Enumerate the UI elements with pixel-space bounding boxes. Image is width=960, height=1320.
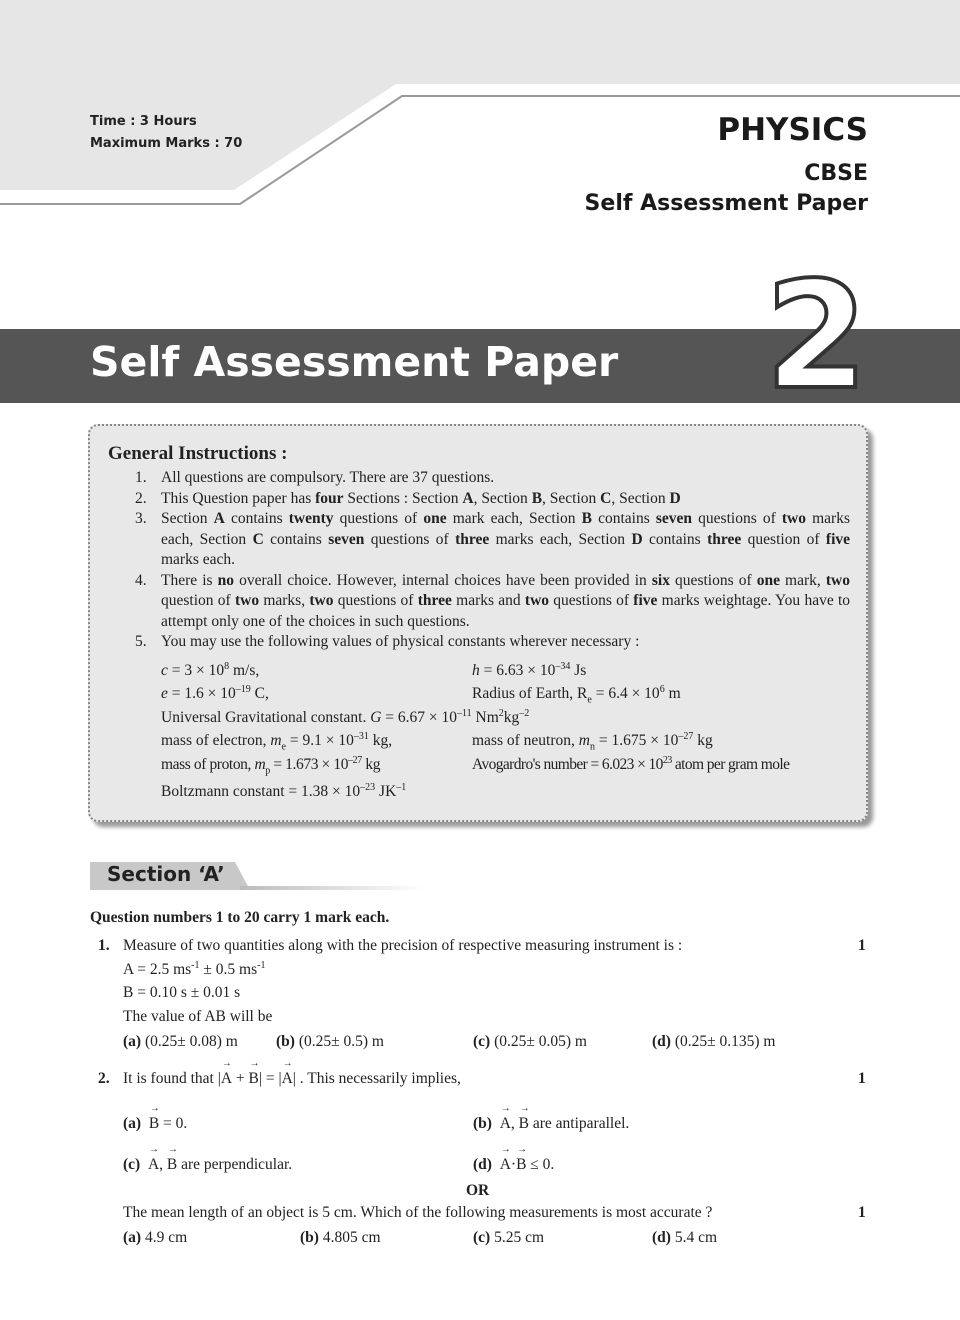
q1-option-b[interactable] xyxy=(276,1033,384,1051)
text-segment: three xyxy=(417,592,452,609)
text-segment: m xyxy=(578,732,590,750)
option-text: (0.25± 0.05) m xyxy=(494,1033,587,1050)
q1-marks: 1 xyxy=(858,937,866,954)
q2-alt-text: The mean length of an object is 5 cm. Which of the following measurements is most accurate ? xyxy=(123,1204,713,1221)
vector-a: → A xyxy=(500,1115,511,1133)
text-segment: contains xyxy=(263,530,329,548)
or-separator: OR xyxy=(466,1182,490,1199)
text-segment: , Section xyxy=(611,489,670,507)
constant-avogadro xyxy=(472,755,789,774)
vector-a: → A xyxy=(282,1070,293,1088)
text-segment: kg, xyxy=(368,732,393,750)
text-segment: B xyxy=(531,489,543,507)
text-segment: questions of xyxy=(364,530,456,548)
constant-g xyxy=(161,708,529,727)
constant-neutron-mass xyxy=(472,731,713,752)
text-segment: kg xyxy=(361,756,381,774)
q2-option-c[interactable] xyxy=(123,1156,292,1174)
option-text: are perpendicular. xyxy=(177,1156,293,1173)
text-segment: = 6.67 × 10 xyxy=(381,709,458,727)
q1-line-a xyxy=(123,960,265,979)
text-segment: two xyxy=(825,571,850,589)
text-segment: contains xyxy=(642,530,708,548)
dot-operator: · xyxy=(510,1156,517,1173)
text-segment: There is xyxy=(161,571,218,589)
option-text: 5.4 cm xyxy=(674,1229,718,1246)
text-segment: ± 0.5 ms xyxy=(199,961,258,979)
q2-text-pre: It is found that | xyxy=(123,1070,221,1087)
text-segment: Avogardro's number = 6.023 × 10 xyxy=(472,756,663,774)
constant-boltzmann xyxy=(161,782,406,801)
instruction-number: 4. xyxy=(135,571,147,589)
text-segment: Universal Gravitational constant. xyxy=(161,709,371,727)
q2-option-a[interactable] xyxy=(123,1115,187,1133)
text-segment: Radius of Earth, R xyxy=(472,685,588,703)
section-underline xyxy=(240,886,425,890)
text-segment: D xyxy=(669,489,681,507)
comma: , xyxy=(159,1156,167,1173)
text-segment: = 1.675 × 10 xyxy=(594,732,679,750)
text-segment: C, xyxy=(250,685,269,703)
text-segment: –34 xyxy=(555,661,571,672)
plus-sign: + xyxy=(232,1070,249,1087)
q2-text xyxy=(123,1070,461,1088)
constant-h xyxy=(472,661,586,680)
text-segment: mass of neutron, xyxy=(472,732,579,750)
exam-time: Time : 3 Hours xyxy=(90,114,197,129)
paper-number: 2 xyxy=(765,250,868,422)
text-segment: questions of xyxy=(333,510,424,527)
instructions-list xyxy=(135,468,850,653)
text-segment: Sections : Section xyxy=(343,489,463,507)
text-segment: e xyxy=(281,741,286,753)
vector-b: → B xyxy=(519,1115,529,1133)
text-segment: mark, xyxy=(779,571,826,589)
q2-text-post: | . This necessarily implies, xyxy=(292,1070,461,1087)
text-segment: p xyxy=(265,765,270,777)
text-segment: 6 xyxy=(659,684,665,695)
text-segment: kg xyxy=(693,732,713,750)
vector-b: → B xyxy=(516,1156,526,1174)
instruction-number: 5. xyxy=(135,633,147,650)
subject-title: PHYSICS xyxy=(717,112,868,148)
text-segment: –1 xyxy=(396,782,407,793)
equals-sign: | = | xyxy=(258,1070,282,1087)
text-segment: -1 xyxy=(191,960,200,971)
option-key: (c) xyxy=(473,1033,491,1050)
text-segment: seven xyxy=(655,510,693,527)
option-key: (a) xyxy=(123,1229,142,1246)
text-segment: C xyxy=(252,530,264,548)
text-segment: one xyxy=(756,571,780,589)
q2-option-d[interactable] xyxy=(473,1156,554,1174)
text-segment: contains xyxy=(224,510,289,527)
text-segment: –31 xyxy=(353,731,369,742)
vector-b: → B xyxy=(149,1115,159,1133)
option-text: 4.805 cm xyxy=(322,1229,381,1246)
text-segment: overall choice. However, internal choices have been provided in xyxy=(234,571,652,589)
text-segment: JK xyxy=(375,783,397,801)
instruction-item xyxy=(135,632,850,653)
text-segment: –27 xyxy=(678,731,694,742)
text-segment: You may use the following values of physical constants wherever necessary : xyxy=(161,633,640,650)
instruction-item xyxy=(135,509,850,571)
text-segment: mass of electron, xyxy=(161,732,271,750)
text-segment: –23 xyxy=(360,782,376,793)
constant-electron-mass xyxy=(161,731,392,752)
vector-a: → A xyxy=(148,1156,159,1174)
text-segment: D xyxy=(631,530,643,548)
instruction-item xyxy=(135,468,850,489)
q1-option-c[interactable] xyxy=(473,1033,587,1051)
q2-alt-marks: 1 xyxy=(858,1204,866,1221)
text-segment: –11 xyxy=(457,708,472,719)
text-segment: questions of xyxy=(333,592,418,609)
text-segment: mass of proton, xyxy=(161,756,255,774)
q2-marks: 1 xyxy=(858,1070,866,1087)
option-text: (0.25± 0.135) m xyxy=(674,1033,776,1050)
q1-line-b: B = 0.10 s ± 0.01 s xyxy=(123,984,241,1001)
text-segment: C xyxy=(600,489,612,507)
text-segment: three xyxy=(455,530,490,548)
text-segment: m xyxy=(664,685,681,703)
instruction-number: 1. xyxy=(135,469,147,486)
text-segment: three xyxy=(707,530,742,548)
text-segment: twenty xyxy=(288,510,334,527)
text-segment: G xyxy=(370,709,382,727)
text-segment: no xyxy=(217,571,235,589)
text-segment: = 1.673 × 10 xyxy=(269,756,349,774)
text-segment: A = 2.5 ms xyxy=(123,961,192,979)
max-marks: Maximum Marks : 70 xyxy=(90,136,243,151)
text-segment: = 1.6 × 10 xyxy=(167,685,236,703)
text-segment: seven xyxy=(328,530,365,548)
vector-b: → B xyxy=(167,1156,177,1174)
text-segment: = 9.1 × 10 xyxy=(285,732,354,750)
q1-option-d[interactable] xyxy=(652,1033,775,1051)
option-text: = 0. xyxy=(163,1115,188,1132)
vector-b: → B xyxy=(249,1070,259,1088)
text-segment: marks each. xyxy=(161,551,236,568)
text-segment: contains xyxy=(592,510,656,527)
option-key: (b) xyxy=(276,1033,295,1050)
option-key: (b) xyxy=(473,1115,492,1132)
comma: , xyxy=(510,1115,519,1132)
option-text: (0.25± 0.5) m xyxy=(298,1033,384,1050)
q2-alt-option-a[interactable] xyxy=(123,1229,187,1247)
board-label: CBSE xyxy=(804,161,868,186)
text-segment: Boltzmann constant = 1.38 × 10 xyxy=(161,783,361,801)
text-segment: B xyxy=(581,510,592,527)
banner-title: Self Assessment Paper xyxy=(90,338,619,386)
text-segment: A xyxy=(462,489,474,507)
instruction-item xyxy=(135,571,850,633)
text-segment: h xyxy=(472,662,480,680)
text-segment: This Question paper has xyxy=(161,489,316,507)
text-segment: questions of xyxy=(669,571,757,589)
text-segment: 2 xyxy=(498,708,504,719)
constant-earth-radius xyxy=(472,684,681,705)
option-key: (a) xyxy=(123,1033,142,1050)
q2-number: 2. xyxy=(98,1070,110,1087)
text-segment: = 3 × 10 xyxy=(167,662,225,680)
option-key: (c) xyxy=(123,1156,141,1173)
option-text: are antiparallel. xyxy=(529,1115,630,1132)
text-segment: All questions are compulsory. There are 37 questions. xyxy=(161,469,495,486)
text-segment: 23 xyxy=(662,755,672,766)
constant-e xyxy=(161,684,269,703)
option-key: (d) xyxy=(652,1033,671,1050)
text-segment: m xyxy=(254,756,266,774)
instruction-item xyxy=(135,489,850,510)
option-text: 4.9 cm xyxy=(144,1229,188,1246)
constant-proton-mass xyxy=(161,755,380,776)
option-text: (0.25± 0.08) m xyxy=(144,1033,238,1050)
text-segment: 8 xyxy=(224,661,230,672)
text-segment: –19 xyxy=(235,684,251,695)
text-segment: Js xyxy=(570,662,587,680)
q1-line-ab: The value of AB will be xyxy=(123,1008,273,1025)
text-segment: e xyxy=(161,685,168,703)
paper-type: Self Assessment Paper xyxy=(584,191,868,216)
option-text: 5.25 cm xyxy=(494,1229,545,1246)
text-segment: marks, xyxy=(259,592,310,609)
text-segment: –2 xyxy=(519,708,530,719)
text-segment: two xyxy=(309,592,334,609)
text-segment: marks each, Section xyxy=(489,530,632,548)
text-segment: question of xyxy=(161,592,235,609)
text-segment: A xyxy=(213,510,225,527)
section-note: Question numbers 1 to 20 carry 1 mark each. xyxy=(90,909,390,926)
text-segment: questions of xyxy=(692,510,782,527)
text-segment: –27 xyxy=(348,755,362,766)
q2-alt-option-b[interactable] xyxy=(300,1229,381,1247)
text-segment: mark each, Section xyxy=(446,510,582,527)
text-segment: m/s, xyxy=(229,662,260,680)
text-segment: atom per gram mole xyxy=(671,756,790,774)
text-segment: two xyxy=(234,592,260,609)
q2-alt-option-c[interactable] xyxy=(473,1229,544,1247)
text-segment: , Section xyxy=(542,489,601,507)
constant-c xyxy=(161,661,259,680)
vector-a: → A xyxy=(221,1070,232,1088)
text-segment: m xyxy=(270,732,282,750)
text-segment: questions of xyxy=(549,592,634,609)
text-segment: two xyxy=(524,592,550,609)
q1-option-a[interactable] xyxy=(123,1033,238,1051)
text-segment: one xyxy=(423,510,447,527)
text-segment: five xyxy=(633,592,658,609)
vector-a: → A xyxy=(500,1156,511,1174)
text-segment: = 6.4 × 10 xyxy=(591,685,660,703)
text-segment: Nm xyxy=(471,709,499,727)
section-label: Section ‘A’ xyxy=(107,862,225,886)
text-segment: question of xyxy=(741,530,826,548)
q1-text: Measure of two quantities along with the precision of respective measuring instrument is : xyxy=(123,937,683,954)
option-key: (d) xyxy=(473,1156,492,1173)
text-segment: n xyxy=(589,741,595,753)
text-segment: five xyxy=(825,530,851,548)
text-segment: Section xyxy=(161,510,214,527)
text-segment: e xyxy=(587,694,592,706)
instruction-number: 3. xyxy=(135,510,147,527)
text-segment: four xyxy=(315,489,344,507)
option-key: (b) xyxy=(300,1229,319,1246)
text-segment: = 6.63 × 10 xyxy=(479,662,556,680)
instructions-title: General Instructions : xyxy=(108,443,288,464)
text-segment: -1 xyxy=(257,960,266,971)
text-segment: kg xyxy=(503,709,520,727)
text-segment: , Section xyxy=(473,489,532,507)
option-key: (d) xyxy=(652,1229,671,1246)
text-segment: six xyxy=(651,571,670,589)
q2-option-b[interactable] xyxy=(473,1115,629,1133)
option-key: (c) xyxy=(473,1229,491,1246)
text-segment: two xyxy=(781,510,806,527)
q1-number: 1. xyxy=(98,937,110,954)
text-segment: marks each, Section xyxy=(161,510,850,548)
instruction-number: 2. xyxy=(135,489,147,507)
text-segment: marks weightage. You have to attempt only one of the choices in such questions. xyxy=(161,592,851,630)
text-segment: c xyxy=(161,662,168,680)
option-text: ≤ 0. xyxy=(526,1156,555,1173)
text-segment: marks and xyxy=(451,592,525,609)
q2-alt-option-d[interactable] xyxy=(652,1229,717,1247)
option-key: (a) xyxy=(123,1115,142,1132)
